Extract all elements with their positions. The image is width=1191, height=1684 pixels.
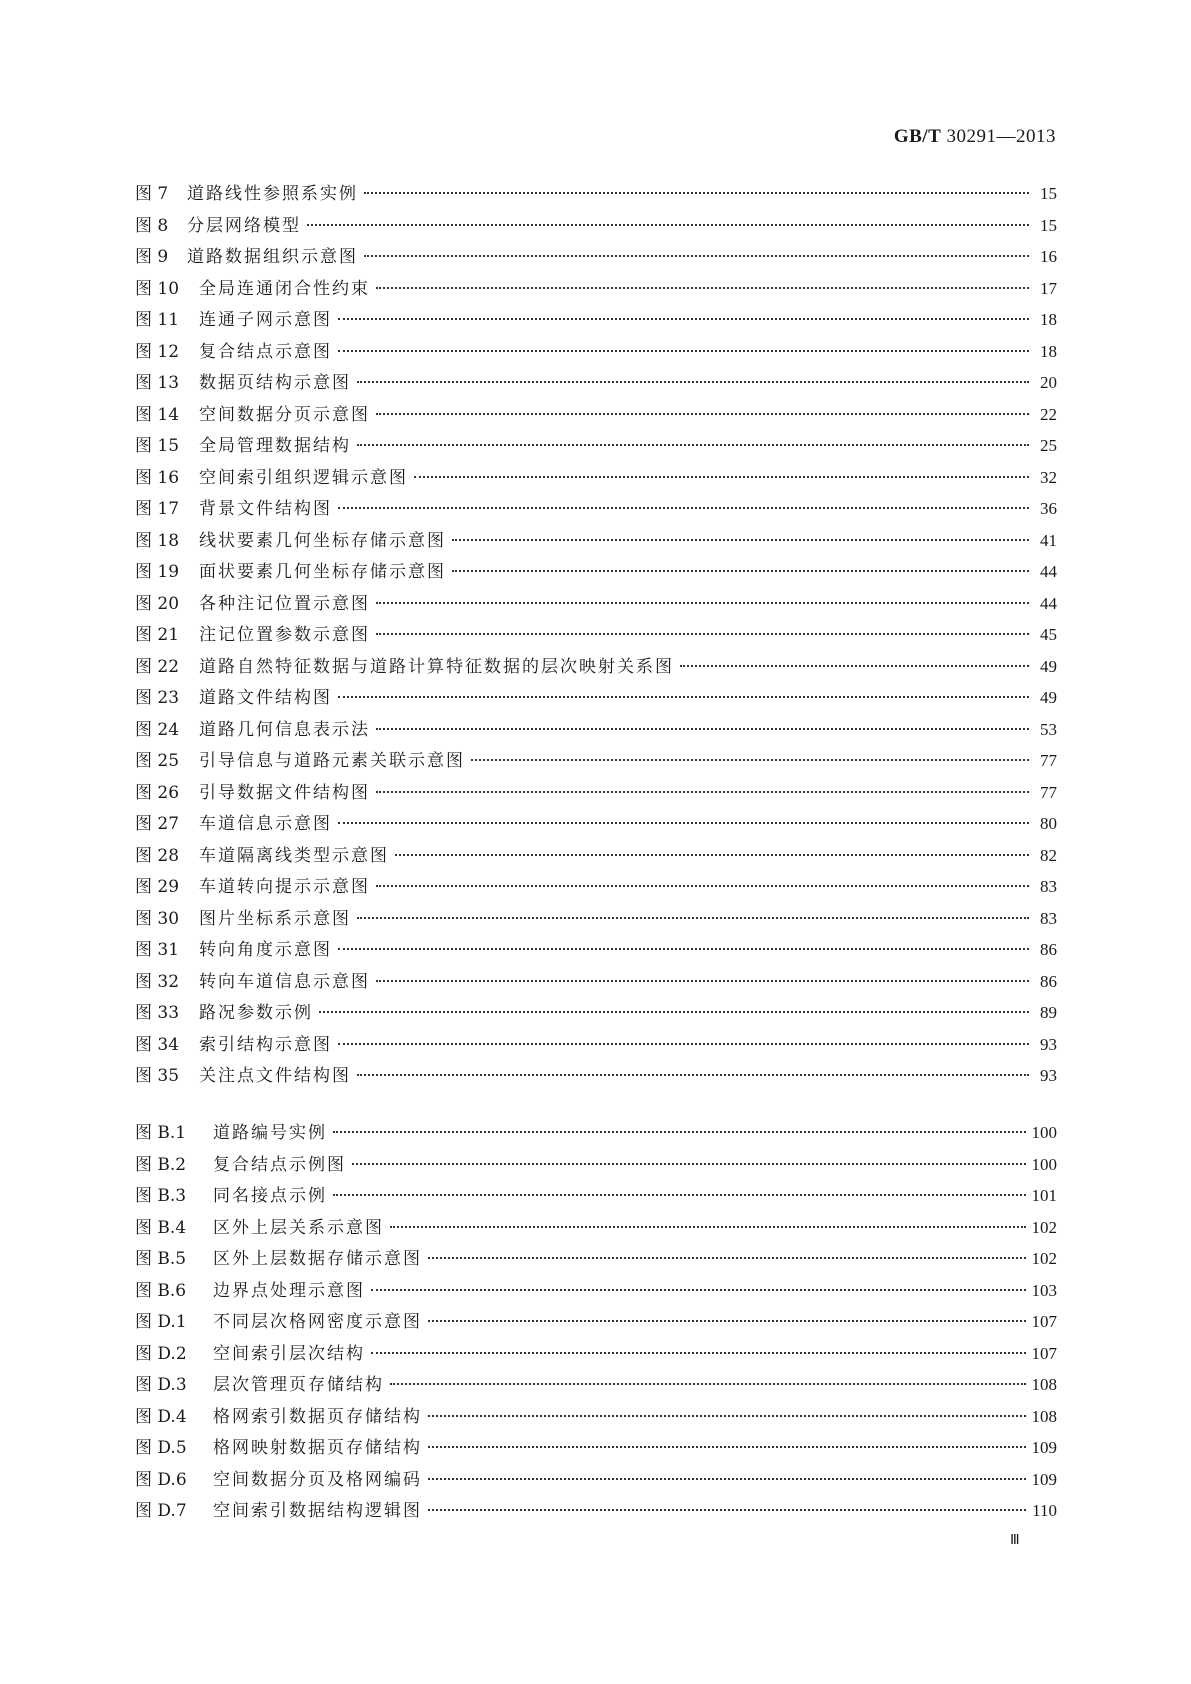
page-ref: 18 (1040, 310, 1057, 329)
toc-entry (135, 557, 1057, 589)
toc-entry (135, 305, 1057, 337)
figure-title: 空间数据分页示意图 (199, 404, 370, 425)
toc-entry (135, 746, 1057, 778)
figure-number: 图 26 (135, 782, 180, 803)
figure-number: 图 34 (135, 1034, 180, 1055)
page-ref: 18 (1040, 341, 1057, 361)
toc-entry (135, 1433, 1057, 1465)
figure-title: 道路编号实例 (213, 1123, 327, 1143)
toc-entry (135, 1307, 1057, 1339)
figure-number: 图 14 (135, 404, 180, 425)
figure-number: 图 29 (135, 877, 180, 897)
dot-leader (428, 1257, 1026, 1259)
dot-leader (357, 381, 1029, 383)
page-ref: 41 (1040, 530, 1057, 550)
figure-title: 空间索引组织逻辑示意图 (199, 467, 408, 488)
page-ref: 20 (1040, 373, 1057, 392)
figure-title: 分层网络模型 (187, 215, 301, 236)
figure-number: 图 B.1 (135, 1123, 187, 1143)
figure-title: 全局管理数据结构 (199, 436, 351, 456)
dot-leader (319, 1011, 1029, 1013)
dot-leader (376, 728, 1029, 730)
dot-leader (452, 539, 1029, 541)
page-ref: 83 (1040, 877, 1057, 896)
page-ref: 100 (1031, 1123, 1057, 1142)
toc-entry (135, 1402, 1057, 1434)
page-ref: 16 (1040, 247, 1057, 266)
figure-title: 格网映射数据页存储结构 (213, 1438, 422, 1458)
figure-number: 图 21 (135, 625, 180, 645)
toc-entry (135, 211, 1057, 243)
page-ref: 101 (1031, 1186, 1057, 1205)
page-ref: 32 (1040, 467, 1057, 487)
toc-entry (135, 1181, 1057, 1213)
toc-entry (135, 841, 1057, 873)
page-ref: 82 (1040, 845, 1057, 865)
toc-entry (135, 1061, 1057, 1093)
toc-entry (135, 463, 1057, 495)
toc-entry (135, 526, 1057, 558)
standard-header (894, 126, 1056, 148)
figure-title: 不同层次格网密度示意图 (213, 1312, 422, 1332)
dot-leader (338, 350, 1029, 352)
dot-leader (338, 822, 1029, 824)
figure-title: 面状要素几何坐标存储示意图 (199, 562, 446, 582)
page-ref: 77 (1040, 751, 1057, 770)
dot-leader (338, 1043, 1029, 1045)
dot-leader (680, 665, 1029, 667)
figure-number: 图 D.5 (135, 1438, 187, 1458)
figure-number: 图 D.7 (135, 1501, 187, 1521)
figure-title: 车道转向提示示意图 (199, 877, 370, 897)
toc-entry (135, 274, 1057, 306)
figure-number: 图 23 (135, 688, 180, 708)
dot-leader (333, 1194, 1026, 1196)
figure-title: 注记位置参数示意图 (199, 625, 370, 645)
dot-leader (371, 1289, 1026, 1291)
figure-number: 图 D.2 (135, 1343, 187, 1364)
dot-leader (376, 287, 1029, 289)
figure-title: 数据页结构示意图 (199, 373, 351, 393)
toc-entry (135, 620, 1057, 652)
figure-number: 图 8 (135, 215, 169, 236)
page-ref: 108 (1031, 1375, 1057, 1394)
figure-number: 图 11 (135, 310, 180, 330)
toc-entry (135, 431, 1057, 463)
standard-number: 30291—2013 (946, 126, 1056, 147)
toc-entry (135, 872, 1057, 904)
page-ref: 83 (1040, 908, 1057, 928)
figure-number: 图 28 (135, 845, 180, 866)
dot-leader (471, 759, 1029, 761)
figure-title: 各种注记位置示意图 (199, 593, 370, 614)
figure-title: 线状要素几何坐标存储示意图 (199, 530, 446, 551)
figure-title: 空间索引层次结构 (213, 1343, 365, 1364)
dot-leader (333, 1131, 1026, 1133)
figure-number: 图 35 (135, 1066, 180, 1086)
toc-entry (135, 337, 1057, 369)
dot-leader (452, 570, 1029, 572)
figure-number: 图 7 (135, 184, 169, 204)
toc-entry (135, 652, 1057, 684)
dot-leader (395, 854, 1029, 856)
figure-number: 图 19 (135, 562, 180, 582)
dot-leader (414, 476, 1029, 478)
toc-entry (135, 1030, 1057, 1062)
dot-leader (364, 192, 1029, 194)
dot-leader (357, 1074, 1029, 1076)
page-ref: 22 (1040, 404, 1057, 424)
figure-number: 图 10 (135, 278, 180, 299)
dot-leader (376, 602, 1029, 604)
page-ref: 15 (1040, 215, 1057, 235)
figure-title: 空间索引数据结构逻辑图 (213, 1501, 422, 1521)
figure-title: 全局连通闭合性约束 (199, 278, 370, 299)
dot-leader (352, 1163, 1026, 1165)
dot-leader (376, 980, 1029, 982)
dot-leader (390, 1383, 1026, 1385)
page-ref: 17 (1040, 278, 1057, 298)
figure-title: 区外上层关系示意图 (213, 1217, 384, 1238)
page-ref: 36 (1040, 499, 1057, 518)
figure-title: 道路线性参照系实例 (187, 184, 358, 204)
figure-number: 图 18 (135, 530, 180, 551)
toc-entry (135, 1118, 1057, 1150)
dot-leader (371, 1352, 1026, 1354)
toc-entry (135, 400, 1057, 432)
figure-title: 转向角度示意图 (199, 940, 332, 960)
toc-entry (135, 1339, 1057, 1371)
page-ref: 49 (1040, 688, 1057, 707)
figure-number: 图 33 (135, 1003, 180, 1023)
figure-title: 道路自然特征数据与道路计算特征数据的层次映射关系图 (199, 656, 674, 677)
page-ref: 107 (1031, 1343, 1057, 1363)
figure-title: 车道信息示意图 (199, 814, 332, 834)
figure-title: 空间数据分页及格网编码 (213, 1469, 422, 1490)
dot-leader (376, 413, 1029, 415)
dot-leader (428, 1320, 1026, 1322)
page-ref: 93 (1040, 1034, 1057, 1054)
dot-leader (357, 444, 1029, 446)
page-number: Ⅲ (1010, 1533, 1019, 1548)
figure-number: 图 B.3 (135, 1186, 187, 1206)
toc-entry (135, 494, 1057, 526)
figure-title: 道路几何信息表示法 (199, 719, 370, 740)
page-ref: 53 (1040, 719, 1057, 739)
figure-title: 背景文件结构图 (199, 499, 332, 519)
figure-number: 图 24 (135, 719, 180, 740)
figure-number: 图 B.2 (135, 1154, 187, 1175)
page-ref: 109 (1031, 1438, 1057, 1457)
figure-list (135, 179, 1057, 1093)
figure-number: 图 D.3 (135, 1375, 187, 1395)
toc-entry (135, 1370, 1057, 1402)
page-ref: 44 (1040, 593, 1057, 613)
dot-leader (428, 1446, 1026, 1448)
toc-entry (135, 179, 1057, 211)
figure-title: 区外上层数据存储示意图 (213, 1249, 422, 1269)
page-ref: 108 (1031, 1406, 1057, 1426)
page-ref: 45 (1040, 625, 1057, 644)
toc-entry (135, 368, 1057, 400)
toc-entry (135, 904, 1057, 936)
figure-title: 关注点文件结构图 (199, 1066, 351, 1086)
toc-entry (135, 1465, 1057, 1497)
figure-number: 图 9 (135, 247, 169, 267)
figure-number: 图 31 (135, 940, 180, 960)
figure-number: 图 22 (135, 656, 180, 677)
figure-title: 引导信息与道路元素关联示意图 (199, 751, 465, 771)
dot-leader (338, 696, 1029, 698)
figure-number: 图 B.5 (135, 1249, 187, 1269)
figure-number: 图 25 (135, 751, 180, 771)
figure-title: 格网索引数据页存储结构 (213, 1406, 422, 1427)
page-ref: 107 (1031, 1312, 1057, 1331)
dot-leader (338, 507, 1029, 509)
figure-title: 复合结点示意图 (199, 341, 332, 362)
toc-entry (135, 1496, 1057, 1528)
page-ref: 110 (1032, 1501, 1057, 1520)
toc-entry (135, 1150, 1057, 1182)
toc-entry (135, 1213, 1057, 1245)
toc-entry (135, 935, 1057, 967)
standard-code: GB/T (893, 126, 942, 147)
page-ref: 86 (1040, 940, 1057, 959)
page-ref: 102 (1031, 1217, 1057, 1237)
annex-figure-list (135, 1118, 1057, 1528)
figure-number: 图 20 (135, 593, 180, 614)
figure-title: 层次管理页存储结构 (213, 1375, 384, 1395)
page-ref: 77 (1040, 782, 1057, 802)
toc-entry (135, 683, 1057, 715)
dot-leader (338, 318, 1029, 320)
figure-title: 连通子网示意图 (199, 310, 332, 330)
figure-title: 道路文件结构图 (199, 688, 332, 708)
page-ref: 89 (1040, 1003, 1057, 1022)
figure-title: 路况参数示例 (199, 1003, 313, 1023)
figure-title: 索引结构示意图 (199, 1034, 332, 1055)
figure-number: 图 27 (135, 814, 180, 834)
page-ref: 103 (1031, 1280, 1057, 1300)
page-ref: 49 (1040, 656, 1057, 676)
dot-leader (376, 885, 1029, 887)
toc-entry (135, 1244, 1057, 1276)
page-ref: 93 (1040, 1066, 1057, 1085)
toc-entry (135, 778, 1057, 810)
figure-number: 图 17 (135, 499, 180, 519)
dot-leader (376, 791, 1029, 793)
page-ref: 102 (1031, 1249, 1057, 1268)
page-ref: 109 (1031, 1469, 1057, 1489)
toc-entry (135, 589, 1057, 621)
page-ref: 86 (1040, 971, 1057, 991)
figure-number: 图 B.6 (135, 1280, 187, 1301)
figure-title: 图片坐标系示意图 (199, 908, 351, 929)
dot-leader (364, 255, 1029, 257)
figure-title: 道路数据组织示意图 (187, 247, 358, 267)
figure-number: 图 15 (135, 436, 180, 456)
dot-leader (357, 917, 1029, 919)
figure-title: 边界点处理示意图 (213, 1280, 365, 1301)
figure-title: 引导数据文件结构图 (199, 782, 370, 803)
toc-entry (135, 1276, 1057, 1308)
dot-leader (390, 1226, 1026, 1228)
figure-number: 图 D.4 (135, 1406, 187, 1427)
dot-leader (376, 633, 1029, 635)
figure-title: 同名接点示例 (213, 1186, 327, 1206)
figure-number: 图 D.6 (135, 1469, 187, 1490)
toc-entry (135, 242, 1057, 274)
toc-entry (135, 715, 1057, 747)
figure-number: 图 12 (135, 341, 180, 362)
toc-entry (135, 998, 1057, 1030)
toc-entry (135, 967, 1057, 999)
figure-title: 转向车道信息示意图 (199, 971, 370, 992)
dot-leader (428, 1478, 1026, 1480)
figure-title: 复合结点示例图 (213, 1154, 346, 1175)
page-ref: 25 (1040, 436, 1057, 455)
figure-title: 车道隔离线类型示意图 (199, 845, 389, 866)
figure-number: 图 13 (135, 373, 180, 393)
dot-leader (307, 224, 1029, 226)
dot-leader (338, 948, 1029, 950)
figure-number: 图 30 (135, 908, 180, 929)
page-ref: 44 (1040, 562, 1057, 581)
figure-number: 图 B.4 (135, 1217, 187, 1238)
figure-number: 图 D.1 (135, 1312, 187, 1332)
page-ref: 80 (1040, 814, 1057, 833)
dot-leader (428, 1415, 1026, 1417)
page-ref: 100 (1031, 1154, 1057, 1174)
figure-number: 图 16 (135, 467, 180, 488)
dot-leader (428, 1509, 1026, 1511)
page-ref: 15 (1040, 184, 1057, 203)
figure-number: 图 32 (135, 971, 180, 992)
toc-entry (135, 809, 1057, 841)
